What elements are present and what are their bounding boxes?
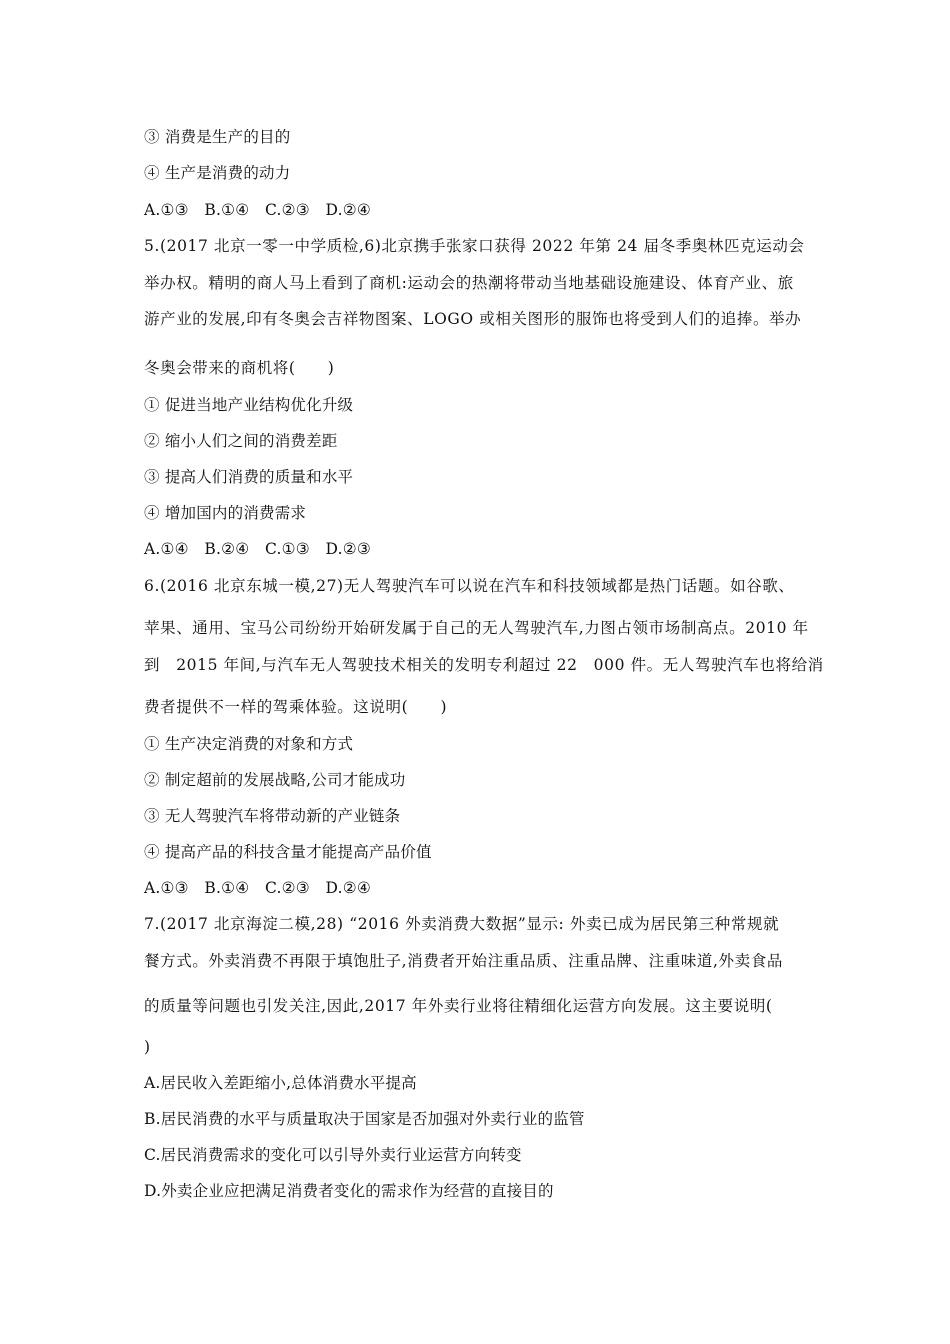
q6-stem-line-4: 费者提供不一样的驾乘体验。这说明( ) — [144, 698, 448, 716]
q7-option-c: C.居民消费需求的变化可以引导外卖行业运营方向转变 — [144, 1146, 522, 1164]
q5-stem-line-4: 冬奥会带来的商机将( ) — [144, 359, 335, 377]
q5-stem-line-2: 举办权。精明的商人马上看到了商机:运动会的热潮将带动当地基础设施建设、体育产业、旅 — [144, 274, 794, 292]
q7-stem-line-1: 7.(2017 北京海淀二模,28) “2016 外卖消费大数据”显示: 外卖已成为居民第三种常规就 — [144, 915, 780, 933]
q5-option-2: ② 缩小人们之间的消费差距 — [144, 432, 338, 450]
q7-stem-line-2: 餐方式。外卖消费不再限于填饱肚子,消费者开始注重品质、注重品牌、注重味道,外卖食品 — [144, 952, 783, 970]
q6-stem-line-2: 苹果、通用、宝马公司纷纷开始研发属于自己的无人驾驶汽车,力图占领市场制高点。2010 年 — [144, 619, 809, 637]
q6-option-1: ① 生产决定消费的对象和方式 — [144, 735, 354, 753]
q7-stem-line-4: ) — [144, 1038, 151, 1056]
q6-answer-choices: A.①③ B.①④ C.②③ D.②④ — [144, 879, 371, 897]
q5-option-3: ③ 提高人们消费的质量和水平 — [144, 468, 354, 486]
q6-stem-line-3: 到 2015 年间,与汽车无人驾驶技术相关的发明专利超过 22 000 件。无人驾驶汽车也将给消 — [144, 656, 824, 674]
q6-option-4: ④ 提高产品的科技含量才能提高产品价值 — [144, 843, 432, 861]
q6-option-3: ③ 无人驾驶汽车将带动新的产业链条 — [144, 807, 401, 825]
q4-option-3: ③ 消费是生产的目的 — [144, 128, 291, 146]
q5-option-1: ① 促进当地产业结构优化升级 — [144, 396, 354, 414]
q5-answer-choices: A.①④ B.②④ C.①③ D.②③ — [144, 540, 371, 558]
q5-stem-line-3: 游产业的发展,印有冬奥会吉祥物图案、LOGO 或相关图形的服饰也将受到人们的追捧。举办 — [144, 310, 802, 328]
q7-option-d: D.外卖企业应把满足消费者变化的需求作为经营的直接目的 — [144, 1182, 554, 1200]
q7-stem-line-3: 的质量等问题也引发关注,因此,2017 年外卖行业将往精细化运营方向发展。这主要说明( — [144, 997, 773, 1015]
q7-option-a: A.居民收入差距缩小,总体消费水平提高 — [144, 1074, 417, 1092]
q7-option-b: B.居民消费的水平与质量取决于国家是否加强对外卖行业的监管 — [144, 1110, 585, 1128]
q6-option-2: ② 制定超前的发展战略,公司才能成功 — [144, 771, 406, 789]
q5-option-4: ④ 增加国内的消费需求 — [144, 504, 307, 522]
q4-answer-choices: A.①③ B.①④ C.②③ D.②④ — [144, 201, 371, 219]
q6-stem-line-1: 6.(2016 北京东城一模,27)无人驾驶汽车可以说在汽车和科技领域都是热门话题。如谷歌、 — [144, 577, 795, 595]
q4-option-4: ④ 生产是消费的动力 — [144, 164, 291, 182]
q5-stem-line-1: 5.(2017 北京一零一中学质检,6)北京携手张家口获得 2022 年第 24 届冬季奥林匹克运动会 — [144, 237, 805, 255]
